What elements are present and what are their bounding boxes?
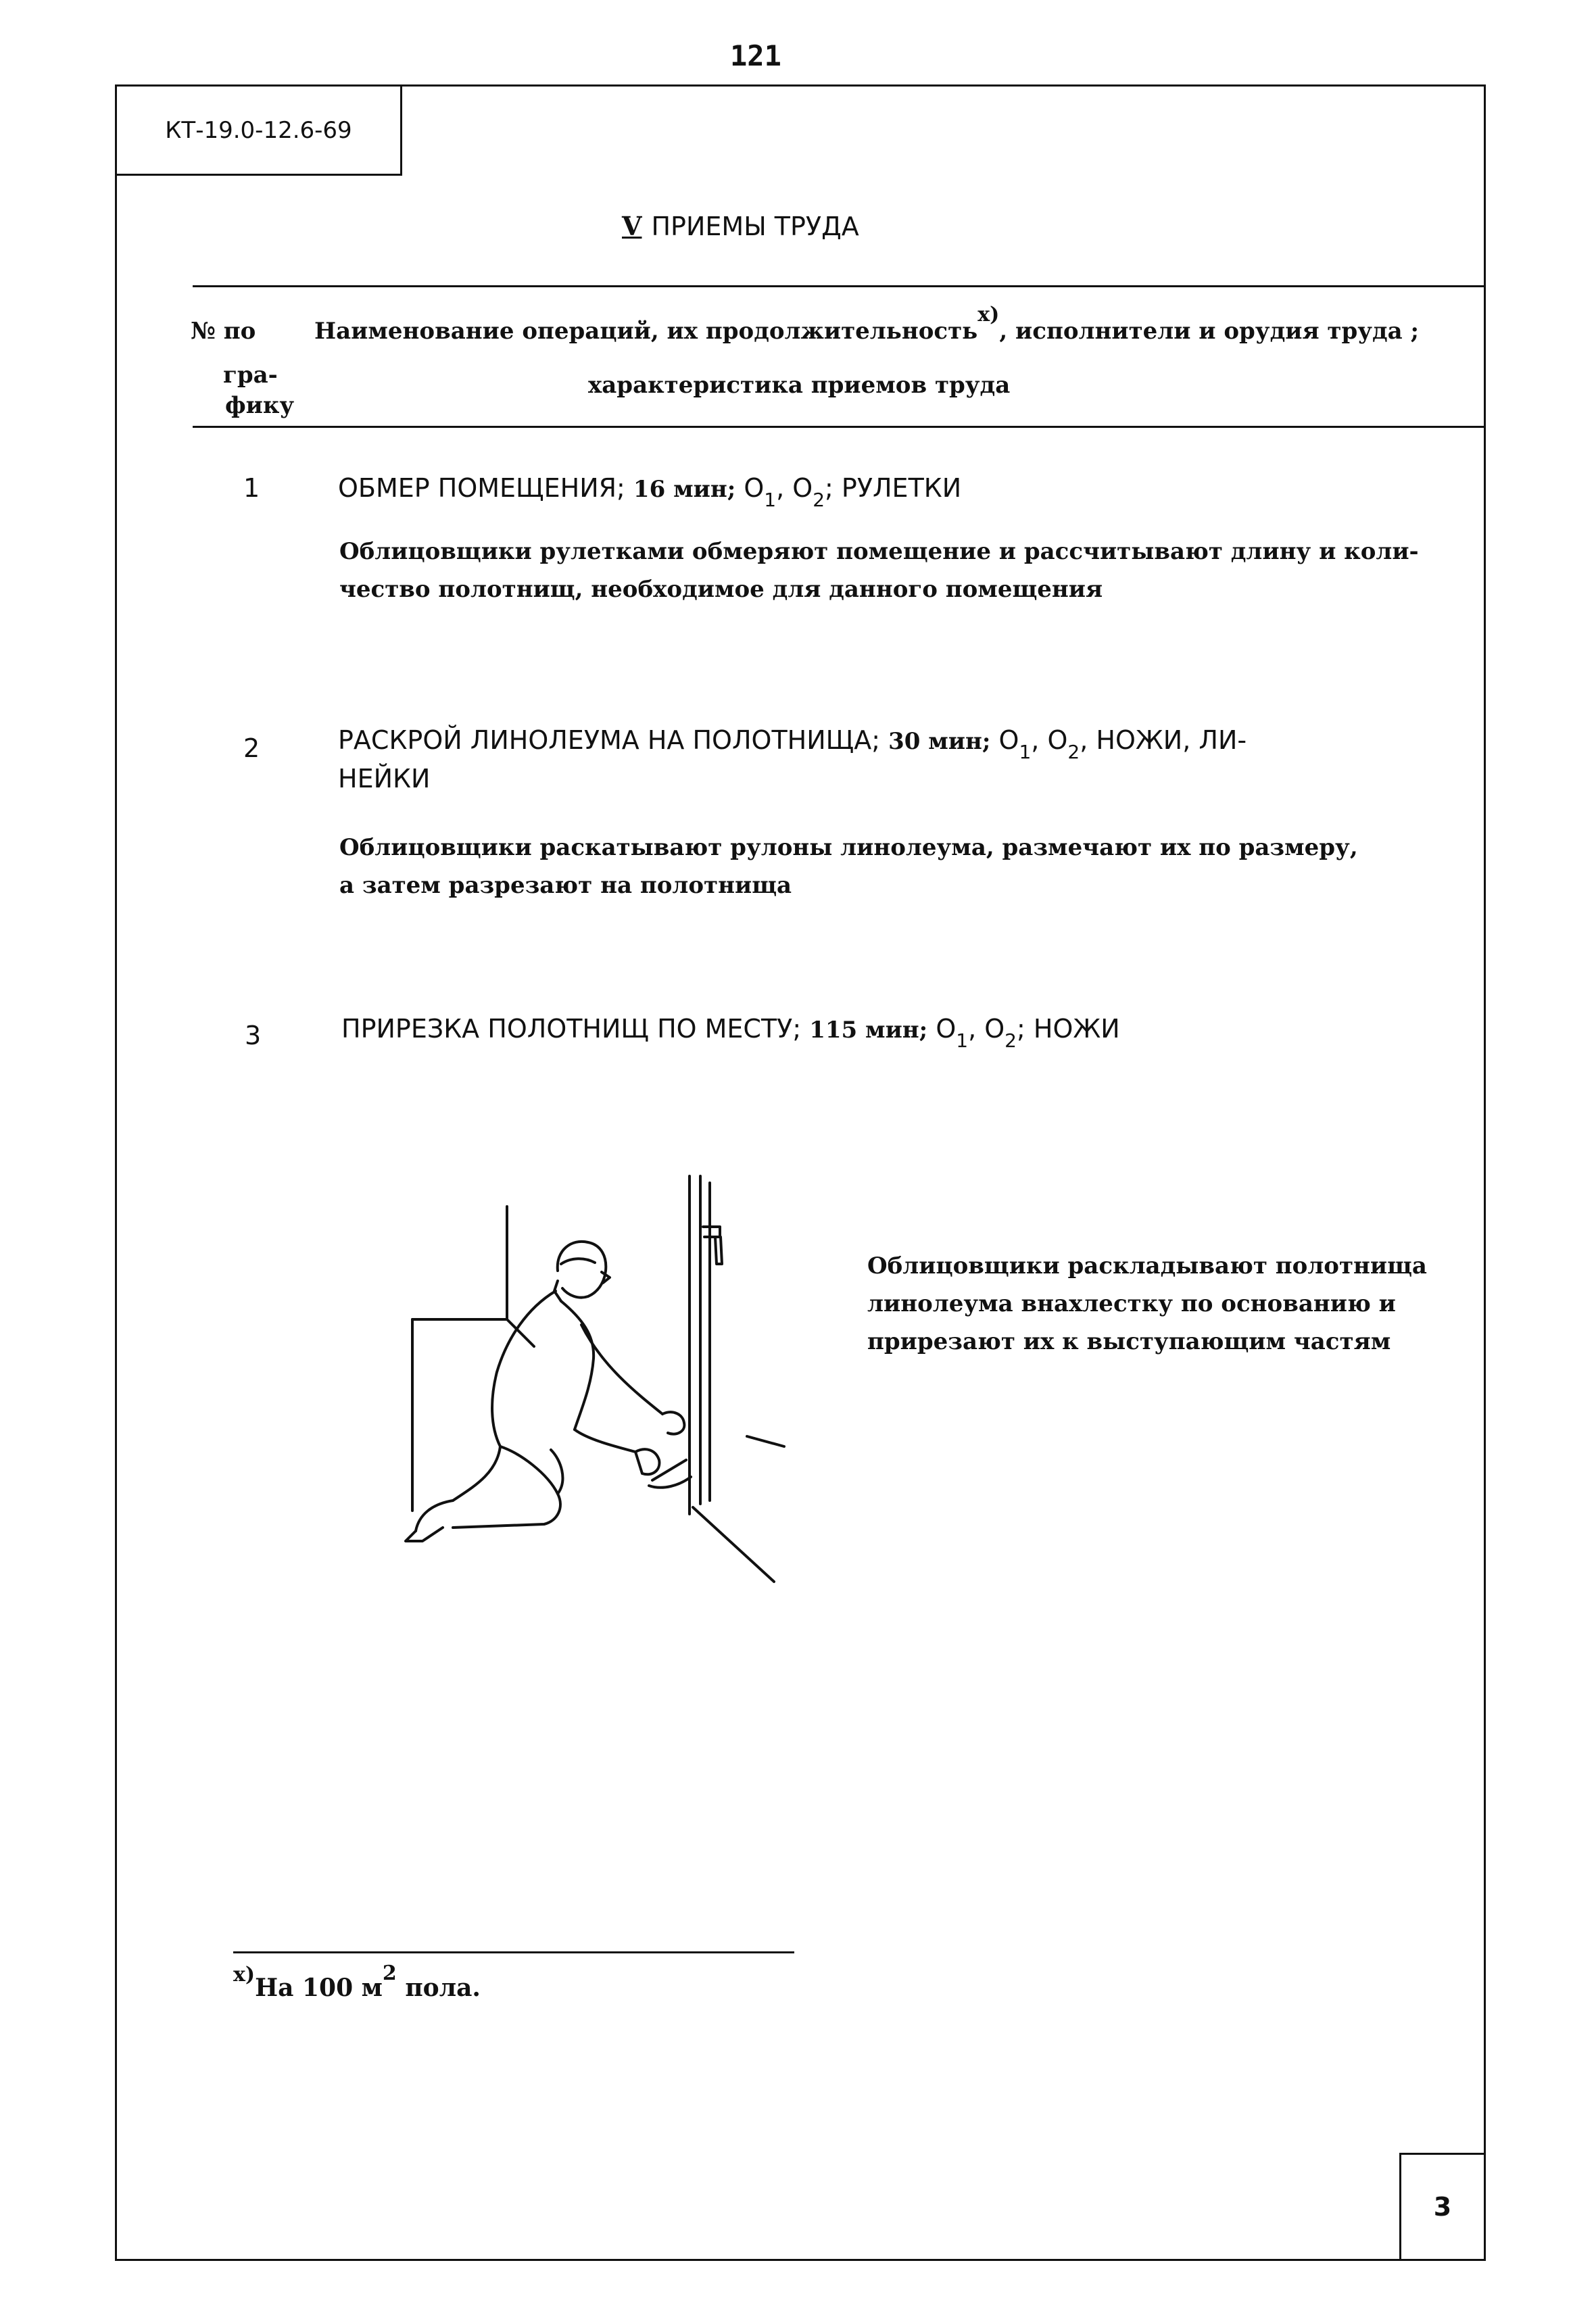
- op1-title: ОБМЕР ПОМЕЩЕНИЯ; 16 мин; $O_1$, $O_2$; РУЛЕТКИ: [338, 473, 962, 511]
- op1-number: 1: [243, 473, 260, 503]
- col1-header-line3: фику: [225, 392, 295, 419]
- op1-description: [339, 533, 1475, 608]
- header-bottom-rule: [193, 426, 1484, 428]
- op2-name: РАСКРОЙ ЛИНОЛЕУМА НА ПОЛОТНИЩА;: [338, 725, 889, 755]
- op3-name: ПРИРЕЗКА ПОЛОТНИЩ ПО МЕСТУ;: [341, 1014, 810, 1044]
- op1-name: ОБМЕР ПОМЕЩЕНИЯ;: [338, 473, 633, 503]
- col2-header-line2: характеристика приемов труда: [588, 372, 1011, 399]
- op3-number: 3: [245, 1021, 262, 1050]
- op3-worker-o: O: [936, 1014, 957, 1044]
- footnote-text-a: На 100 м: [255, 1974, 383, 2002]
- op3-worker-sub2: 2: [1005, 1029, 1017, 1052]
- op1-duration: 16 мин;: [633, 476, 736, 503]
- op3-title: ПРИРЕЗКА ПОЛОТНИЩ ПО МЕСТУ; 115 мин; $O_1$, $O_2$; НОЖИ: [341, 1014, 1120, 1052]
- footnote-text-b: пола.: [396, 1974, 481, 2002]
- section-roman-numeral: V: [622, 211, 642, 241]
- op2-worker-sub2: 2: [1067, 741, 1080, 763]
- op1-worker-sub1: 1: [764, 489, 777, 511]
- sheet-number: 3: [1399, 2153, 1486, 2261]
- op3-description: [867, 1247, 1427, 1361]
- op2-number: 2: [243, 733, 260, 763]
- op3-desc-line1: Облицовщики раскладывают полотнища: [867, 1252, 1427, 1280]
- op3-tools: ; НОЖИ: [1017, 1014, 1120, 1044]
- op1-worker-o: O: [744, 473, 765, 503]
- op2-worker-o: O: [998, 725, 1019, 755]
- op3-worker-o: O: [984, 1014, 1005, 1044]
- col1-header-line2: гра-: [223, 362, 278, 389]
- footnote-mark: x): [233, 1963, 256, 1987]
- op3-desc-line3: прирезают их к выступающим частям: [867, 1328, 1391, 1355]
- footnote-marker: x): [977, 303, 1000, 326]
- worker-trimming-illustration: [379, 1163, 811, 1595]
- op2-tools: , НОЖИ, ЛИ-: [1080, 725, 1247, 755]
- op1-worker-sub2: 2: [813, 489, 825, 511]
- section-title-text: ПРИЕМЫ ТРУДА: [651, 212, 859, 241]
- header-top-rule: [193, 285, 1484, 287]
- op1-desc-line2: чество полотнищ, необходимое для данного помещения: [339, 576, 1103, 603]
- op2-title: РАСКРОЙ ЛИНОЛЕУМА НА ПОЛОТНИЩА; 30 мин; $O_1$, $O_2$, НОЖИ, ЛИ-: [338, 725, 1247, 763]
- op1-tools: ; РУЛЕТКИ: [825, 473, 962, 503]
- col2-header-text-a: Наименование операций, их продолжительность: [314, 318, 978, 345]
- page-number: 121: [730, 39, 781, 72]
- footnote: [233, 1961, 481, 2002]
- op2-worker-o: O: [1047, 725, 1068, 755]
- section-title: [622, 211, 859, 241]
- op2-duration: 30 мин;: [888, 728, 991, 755]
- document-code: КТ-19.0-12.6-69: [115, 84, 402, 176]
- op3-worker-sub1: 1: [956, 1029, 969, 1052]
- col2-header-line1: [314, 303, 1420, 345]
- op2-desc-line2: а затем разрезают на полотнища: [339, 872, 792, 899]
- op1-desc-line1: Облицовщики рулетками обмеряют помещение и рассчитывают длину и коли-: [339, 538, 1419, 565]
- op2-description: [339, 829, 1475, 904]
- op3-duration: 115 мин;: [809, 1017, 928, 1044]
- col2-header-text-b: , исполнители и орудия труда ;: [999, 318, 1420, 345]
- col1-header-line1: № по: [191, 318, 256, 345]
- op3-desc-line2: линолеума внахлестку по основанию и: [867, 1290, 1396, 1317]
- op2-title-line2: НЕЙКИ: [338, 764, 431, 794]
- op2-worker-sub1: 1: [1019, 741, 1032, 763]
- op2-desc-line1: Облицовщики раскатывают рулоны линолеума, размечают их по размеру,: [339, 834, 1358, 861]
- op1-worker-o: O: [792, 473, 813, 503]
- footnote-superscript: 2: [382, 1961, 397, 1985]
- footnote-rule: [233, 1951, 794, 1953]
